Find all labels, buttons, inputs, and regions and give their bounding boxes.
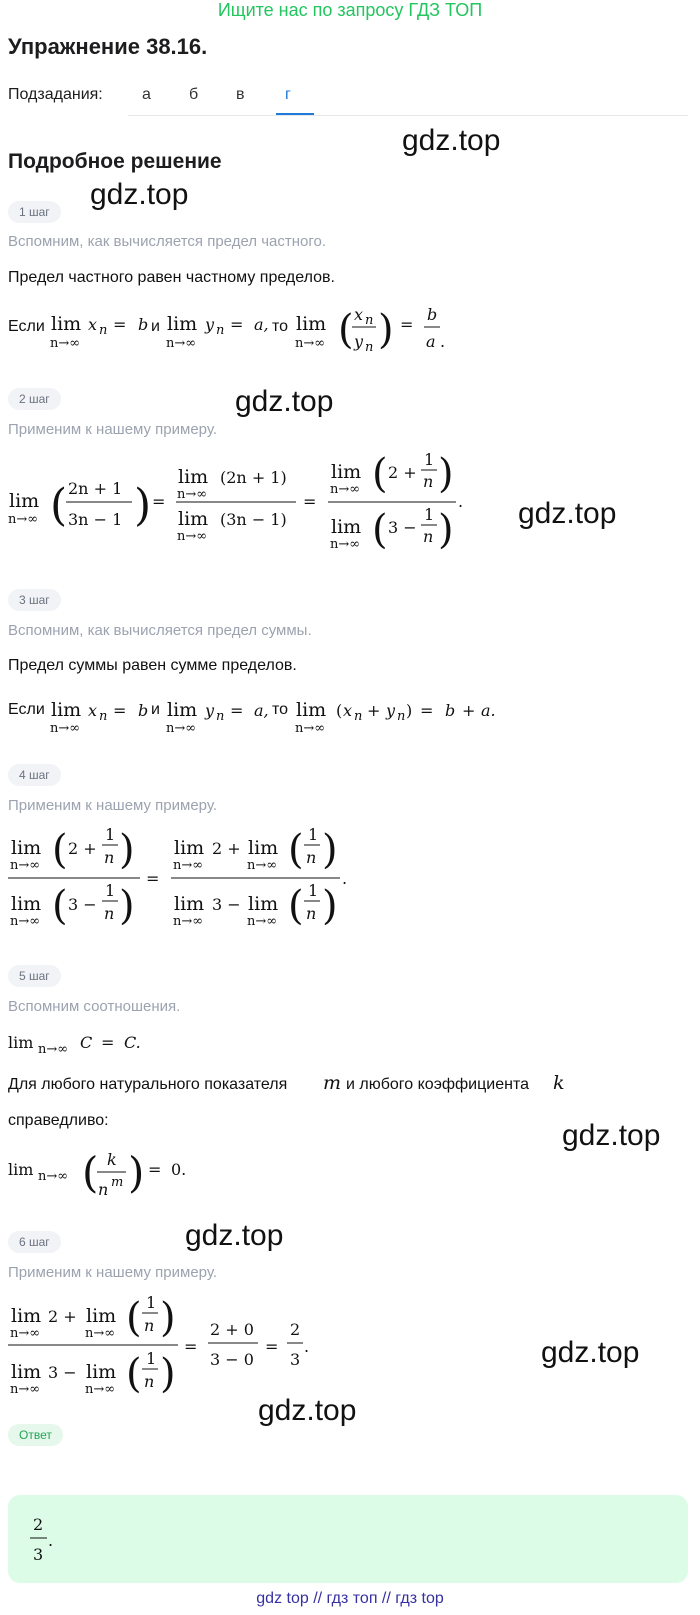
svg-text:lim: lim	[296, 313, 327, 335]
svg-text:lim: lim	[331, 461, 362, 483]
formula-then: то	[272, 701, 289, 718]
svg-text:lim: lim	[248, 893, 279, 915]
svg-text:n: n	[423, 527, 434, 546]
watermark: gdz.top	[562, 1119, 661, 1152]
svg-text:=: =	[230, 315, 244, 334]
step-badge: 3 шаг	[8, 589, 61, 611]
svg-text:n: n	[144, 1316, 155, 1335]
svg-text:=: =	[113, 315, 127, 334]
svg-text:1: 1	[424, 450, 435, 469]
svg-text:n: n	[423, 472, 434, 491]
svg-text:=: =	[230, 701, 244, 720]
svg-text:b: b	[138, 315, 149, 334]
svg-text:(: (	[82, 1148, 99, 1197]
svg-text:(: (	[338, 307, 354, 353]
svg-text:0.: 0.	[171, 1160, 187, 1179]
tab-b[interactable]: б	[189, 86, 199, 103]
top-banner: Ищите нас по запросу ГДЗ ТОП	[217, 0, 483, 20]
svg-text:y: y	[205, 315, 215, 334]
svg-text:3 −: 3 −	[388, 518, 417, 537]
svg-text:n: n	[365, 313, 374, 328]
watermark: gdz.top	[235, 385, 334, 418]
svg-text:n→∞: n→∞	[166, 336, 197, 351]
svg-text:lim: lim	[8, 1160, 34, 1179]
var-m: m	[323, 1072, 342, 1094]
svg-text:.: .	[342, 869, 348, 888]
svg-text:2 +: 2 +	[212, 839, 241, 858]
svg-text:lim: lim	[11, 1361, 42, 1383]
svg-text:=: =	[400, 315, 414, 334]
step-hint: Применим к нашему примеру.	[8, 421, 218, 438]
svg-text:1: 1	[105, 825, 116, 844]
svg-text:n: n	[104, 848, 115, 867]
svg-text:lim: lim	[167, 699, 198, 721]
svg-text:): )	[438, 451, 454, 497]
watermark: gdz.top	[258, 1394, 357, 1427]
svg-text:(: (	[336, 701, 343, 720]
svg-text:C.: C.	[124, 1033, 141, 1052]
formula-k-over-n-power	[0, 1135, 220, 1205]
svg-text:lim: lim	[51, 313, 82, 335]
svg-text:n→∞: n→∞	[295, 721, 326, 736]
tab-g[interactable]: г	[285, 86, 291, 103]
section-title: Подробное решение	[8, 150, 222, 173]
svg-text:3 −: 3 −	[48, 1363, 77, 1382]
svg-text:lim: lim	[174, 837, 205, 859]
svg-text:=: =	[265, 1337, 279, 1356]
svg-text:2 +: 2 +	[388, 463, 417, 482]
formula-lim-constant	[0, 1022, 200, 1062]
svg-text:y: y	[354, 332, 364, 351]
svg-text:=: =	[303, 492, 317, 511]
svg-text:3 −: 3 −	[68, 895, 97, 914]
svg-text:1: 1	[146, 1349, 157, 1368]
svg-text:lim: lim	[331, 516, 362, 538]
svg-text:2 + 0: 2 + 0	[210, 1320, 254, 1339]
svg-text:lim: lim	[167, 313, 198, 335]
formula-quotient-rule	[0, 295, 470, 365]
svg-text:2n + 1: 2n + 1	[68, 479, 123, 498]
svg-text:n→∞: n→∞	[50, 721, 81, 736]
svg-text:1: 1	[424, 505, 435, 524]
formula-and: и	[151, 701, 160, 718]
svg-text:n: n	[306, 904, 317, 923]
svg-text:n→∞: n→∞	[173, 858, 204, 873]
svg-text:x: x	[354, 305, 364, 324]
svg-text:1: 1	[308, 881, 319, 900]
svg-text:(: (	[372, 507, 388, 553]
step-badge: 5 шаг	[8, 965, 61, 987]
svg-text:n→∞: n→∞	[247, 858, 278, 873]
svg-text:lim: lim	[296, 699, 327, 721]
tab-v[interactable]: в	[236, 86, 245, 103]
svg-text:=: =	[146, 869, 160, 888]
svg-text:3: 3	[33, 1545, 44, 1564]
svg-text:x: x	[88, 315, 98, 334]
svg-text:): )	[406, 701, 413, 720]
svg-text:): )	[160, 1351, 176, 1397]
svg-text:(: (	[52, 827, 68, 873]
svg-text:b: b	[445, 701, 456, 720]
svg-text:): )	[119, 827, 135, 873]
page-title: Упражнение 38.16.	[8, 34, 208, 59]
svg-text:=: =	[148, 1160, 162, 1179]
svg-text:2: 2	[290, 1320, 301, 1339]
svg-text:): )	[128, 1148, 145, 1197]
svg-text:(2n + 1): (2n + 1)	[220, 468, 287, 487]
formula-prefix: Если	[8, 318, 45, 335]
svg-text:C: C	[80, 1033, 93, 1052]
svg-text:y: y	[386, 701, 396, 720]
svg-text:n→∞: n→∞	[10, 858, 41, 873]
formula-step2	[0, 445, 480, 560]
svg-text:.: .	[440, 332, 446, 351]
svg-text:(: (	[288, 883, 304, 929]
svg-text:(: (	[50, 480, 68, 531]
watermark: gdz.top	[541, 1336, 640, 1369]
svg-text:x: x	[88, 701, 98, 720]
svg-text:(: (	[126, 1351, 142, 1397]
svg-text:m: m	[111, 1175, 124, 1190]
svg-text:n→∞: n→∞	[10, 1382, 41, 1397]
svg-text:lim: lim	[86, 1305, 117, 1327]
formula-prefix: Если	[8, 701, 45, 718]
formula-and: и	[151, 318, 160, 335]
svg-text:n→∞: n→∞	[85, 1326, 116, 1341]
svg-text:): )	[160, 1295, 176, 1341]
svg-text:lim: lim	[86, 1361, 117, 1383]
svg-text:): )	[322, 883, 338, 929]
watermark: gdz.top	[402, 124, 501, 157]
svg-text:2 +: 2 +	[48, 1307, 77, 1326]
svg-text:n: n	[354, 709, 363, 724]
step-text: справедливо:	[8, 1112, 109, 1129]
svg-text:n→∞: n→∞	[177, 529, 208, 544]
step-text: Предел суммы равен сумме пределов.	[8, 657, 297, 674]
step-hint: Вспомним, как вычисляется предел суммы.	[8, 622, 312, 639]
step-hint: Применим к нашему примеру.	[8, 797, 218, 814]
step-text: Предел частного равен частному пределов.	[8, 269, 335, 286]
svg-text:lim: lim	[178, 466, 209, 488]
svg-text:n: n	[216, 709, 225, 724]
svg-text:n: n	[365, 340, 374, 355]
svg-text:n: n	[216, 323, 225, 338]
svg-text:+: +	[367, 701, 381, 720]
svg-text:1: 1	[105, 881, 116, 900]
svg-text:3 − 0: 3 − 0	[210, 1350, 254, 1369]
svg-text:1: 1	[146, 1293, 157, 1312]
svg-text:n→∞: n→∞	[330, 482, 361, 497]
answer-formula	[20, 1508, 80, 1568]
svg-text:(: (	[126, 1295, 142, 1341]
svg-text:n: n	[99, 709, 108, 724]
svg-text:n→∞: n→∞	[295, 336, 326, 351]
svg-text:n→∞: n→∞	[38, 1042, 69, 1057]
svg-text:a,: a,	[254, 315, 269, 334]
formula-then: то	[272, 318, 289, 335]
svg-text:3 −: 3 −	[212, 895, 241, 914]
svg-text:a,: a,	[254, 701, 269, 720]
svg-text:=: =	[184, 1337, 198, 1356]
svg-text:y: y	[205, 701, 215, 720]
svg-text:=: =	[152, 492, 166, 511]
step-hint: Вспомним соотношения.	[8, 998, 181, 1015]
svg-text:n: n	[98, 1180, 109, 1199]
svg-text:(: (	[52, 883, 68, 929]
svg-text:n→∞: n→∞	[166, 721, 197, 736]
step-text: и любого коэффициента	[346, 1076, 529, 1093]
svg-text:b: b	[427, 305, 438, 324]
svg-text:n→∞: n→∞	[173, 914, 204, 929]
svg-text:n→∞: n→∞	[10, 1326, 41, 1341]
svg-text:(: (	[372, 451, 388, 497]
svg-text:lim: lim	[11, 893, 42, 915]
watermark: gdz.top	[185, 1219, 284, 1252]
svg-text:=: =	[420, 701, 434, 720]
svg-text:n: n	[104, 904, 115, 923]
svg-text:): )	[134, 480, 152, 531]
answer-badge: Ответ	[8, 1424, 63, 1446]
svg-text:b: b	[138, 701, 149, 720]
step-badge: 2 шаг	[8, 388, 61, 410]
svg-text:2 +: 2 +	[68, 839, 97, 858]
var-k: k	[553, 1072, 565, 1094]
svg-text:3: 3	[290, 1350, 301, 1369]
svg-text:n→∞: n→∞	[50, 336, 81, 351]
svg-text:=: =	[101, 1033, 115, 1052]
svg-text:=: =	[113, 701, 127, 720]
svg-text:): )	[378, 307, 394, 353]
svg-text:n: n	[306, 848, 317, 867]
svg-text:(3n − 1): (3n − 1)	[220, 510, 287, 529]
step-hint: Вспомним, как вычисляется предел частного.	[8, 233, 327, 250]
svg-text:3n − 1: 3n − 1	[68, 510, 123, 529]
svg-text:): )	[322, 827, 338, 873]
svg-text:.: .	[48, 1531, 54, 1550]
svg-text:): )	[438, 507, 454, 553]
svg-text:): )	[119, 883, 135, 929]
svg-text:(: (	[288, 827, 304, 873]
svg-text:n→∞: n→∞	[8, 512, 39, 527]
svg-text:+: +	[462, 701, 476, 720]
tab-a[interactable]: а	[142, 86, 151, 103]
formula-sum-rule	[0, 690, 520, 740]
watermark: gdz.top	[90, 178, 189, 211]
active-tab-indicator	[276, 113, 314, 115]
svg-text:n→∞: n→∞	[10, 914, 41, 929]
svg-text:n→∞: n→∞	[247, 914, 278, 929]
formula-step6	[0, 1285, 320, 1403]
svg-text:.: .	[458, 492, 464, 511]
svg-text:x: x	[343, 701, 353, 720]
svg-text:a.: a.	[481, 701, 496, 720]
tabs-divider	[128, 115, 688, 116]
svg-text:.: .	[304, 1337, 310, 1356]
step-text: Для любого натурального показателя	[8, 1076, 288, 1093]
subtasks-label: Подзадания:	[8, 86, 103, 103]
step-badge: 1 шаг	[8, 201, 61, 223]
svg-text:n→∞: n→∞	[85, 1382, 116, 1397]
svg-text:n→∞: n→∞	[330, 537, 361, 552]
svg-text:lim: lim	[178, 508, 209, 530]
svg-text:n: n	[144, 1372, 155, 1391]
svg-text:lim: lim	[8, 1033, 34, 1052]
svg-text:lim: lim	[174, 893, 205, 915]
svg-text:2: 2	[33, 1515, 44, 1534]
step-badge: 4 шаг	[8, 764, 61, 786]
svg-text:lim: lim	[11, 837, 42, 859]
svg-text:n→∞: n→∞	[38, 1169, 69, 1184]
svg-text:lim: lim	[51, 699, 82, 721]
svg-text:n: n	[397, 709, 406, 724]
svg-text:lim: lim	[248, 837, 279, 859]
answer-box	[8, 1495, 688, 1583]
svg-text:n→∞: n→∞	[177, 487, 208, 502]
step-hint: Применим к нашему примеру.	[8, 1264, 218, 1281]
formula-step4	[0, 818, 370, 936]
svg-text:lim: lim	[11, 1305, 42, 1327]
svg-text:a: a	[426, 332, 436, 351]
footer-links[interactable]: gdz top // гдз топ // гдз top	[256, 1590, 444, 1607]
watermark: gdz.top	[518, 497, 617, 530]
svg-text:k: k	[107, 1150, 117, 1169]
svg-text:n: n	[99, 323, 108, 338]
svg-text:1: 1	[308, 825, 319, 844]
svg-text:lim: lim	[9, 490, 40, 512]
step-badge: 6 шаг	[8, 1231, 61, 1253]
